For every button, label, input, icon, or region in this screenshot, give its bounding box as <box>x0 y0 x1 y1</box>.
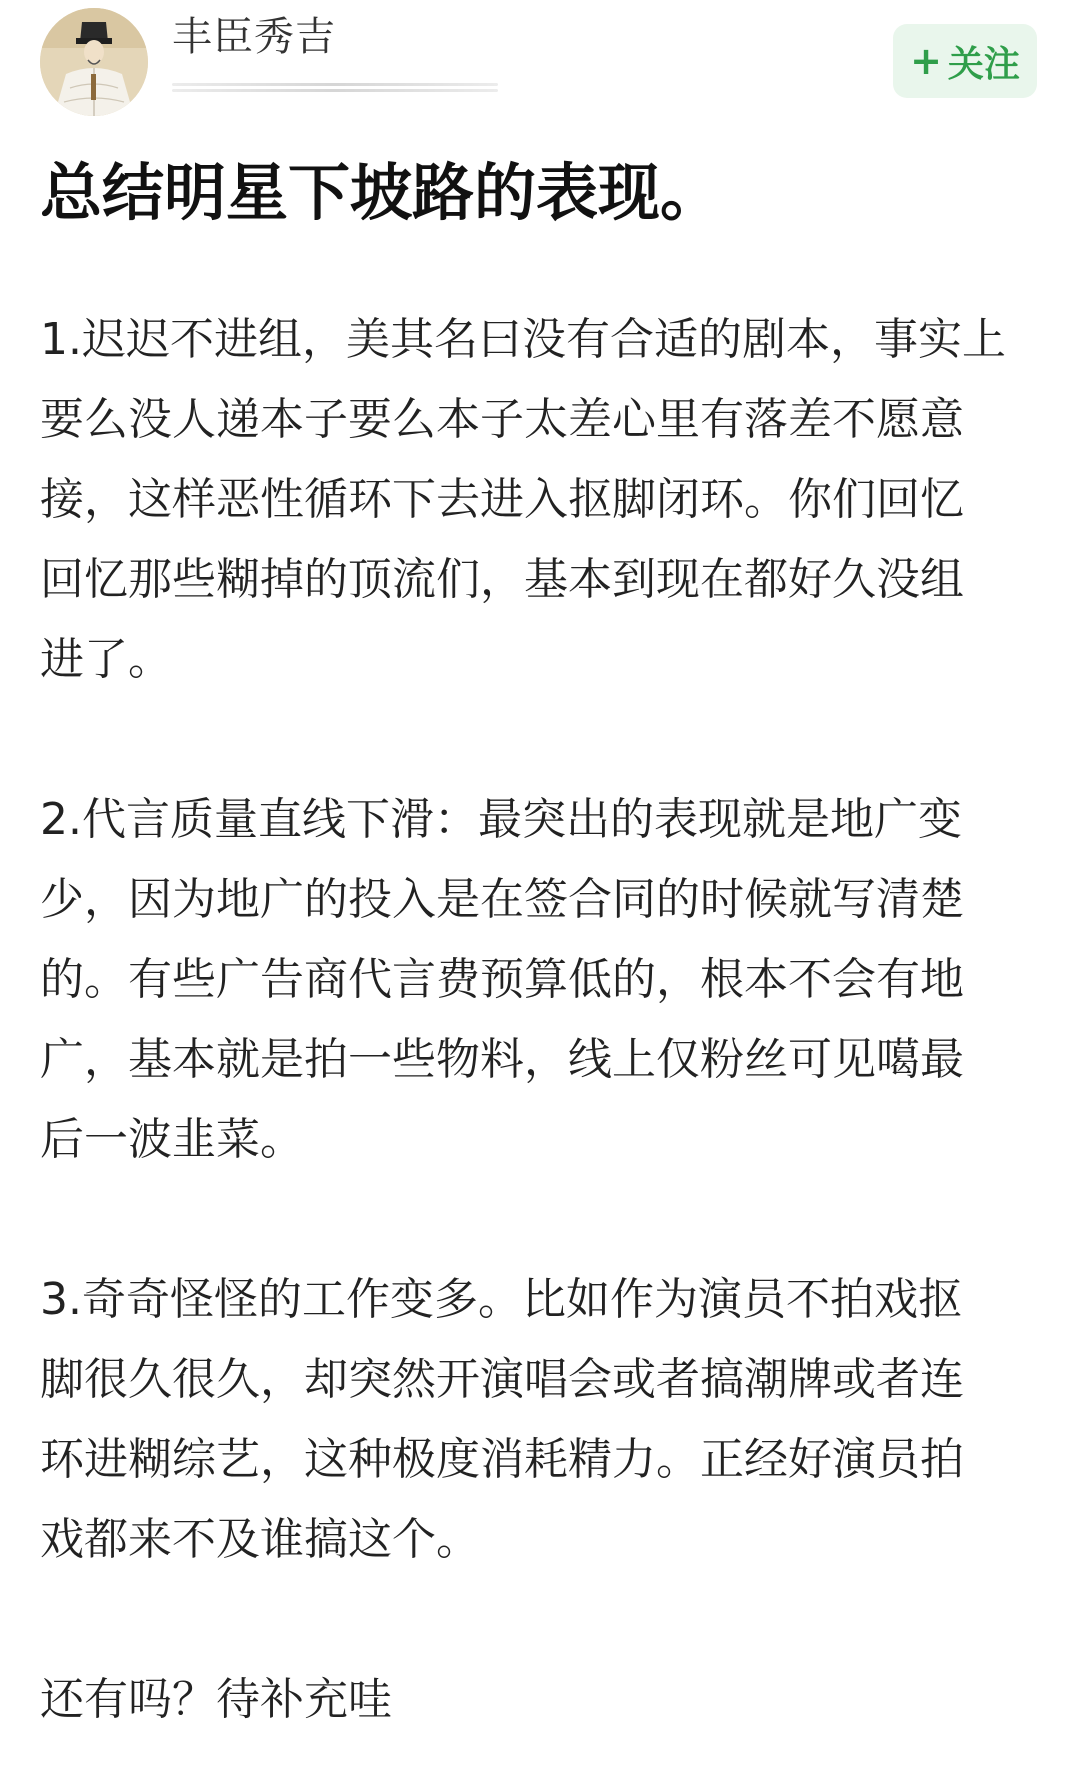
text-line: 2.代言质量直线下滑：最突出的表现就是地广变 <box>40 794 962 845</box>
text-line: 少，因为地广的投入是在签合同的时候就写清楚 <box>40 874 964 925</box>
paragraph-1 <box>40 300 1050 700</box>
text-line: 进了。 <box>40 634 172 685</box>
author-name[interactable]: 丰臣秀吉 <box>172 14 336 60</box>
follow-label: 关注 <box>947 43 1020 85</box>
plus-icon: + <box>910 39 942 83</box>
post-body <box>40 300 1050 1740</box>
text-line: 环进糊综艺，这种极度消耗精力。正经好演员拍 <box>40 1434 964 1485</box>
text-line: 还有吗？待补充哇 <box>40 1674 392 1725</box>
paragraph-3 <box>40 1260 1050 1580</box>
author-avatar[interactable] <box>40 8 148 116</box>
text-line: 回忆那些糊掉的顶流们，基本到现在都好久没组 <box>40 554 964 605</box>
text-line: 1.迟迟不进组，美其名曰没有合适的剧本，事实上 <box>40 314 1006 365</box>
post-meta-blurred <box>172 80 498 94</box>
text-line: 的。有些广告商代言费预算低的，根本不会有地 <box>40 954 964 1005</box>
text-line: 戏都来不及谁搞这个。 <box>40 1514 480 1565</box>
post-header <box>0 0 1080 130</box>
text-line: 广，基本就是拍一些物料，线上仅粉丝可见噶最 <box>40 1034 964 1085</box>
text-line: 要么没人递本子要么本子太差心里有落差不愿意 <box>40 394 964 445</box>
text-line: 接，这样恶性循环下去进入抠脚闭环。你们回忆 <box>40 474 964 525</box>
follow-button[interactable] <box>893 24 1037 98</box>
post-title: 总结明星下坡路的表现。 <box>40 156 723 229</box>
text-line: 脚很久很久，却突然开演唱会或者搞潮牌或者连 <box>40 1354 964 1405</box>
paragraph-4 <box>40 1660 1050 1740</box>
text-line: 3.奇奇怪怪的工作变多。比如作为演员不拍戏抠 <box>40 1274 962 1325</box>
portrait-avatar-icon <box>40 8 148 116</box>
paragraph-2 <box>40 780 1050 1180</box>
text-line: 后一波韭菜。 <box>40 1114 304 1165</box>
